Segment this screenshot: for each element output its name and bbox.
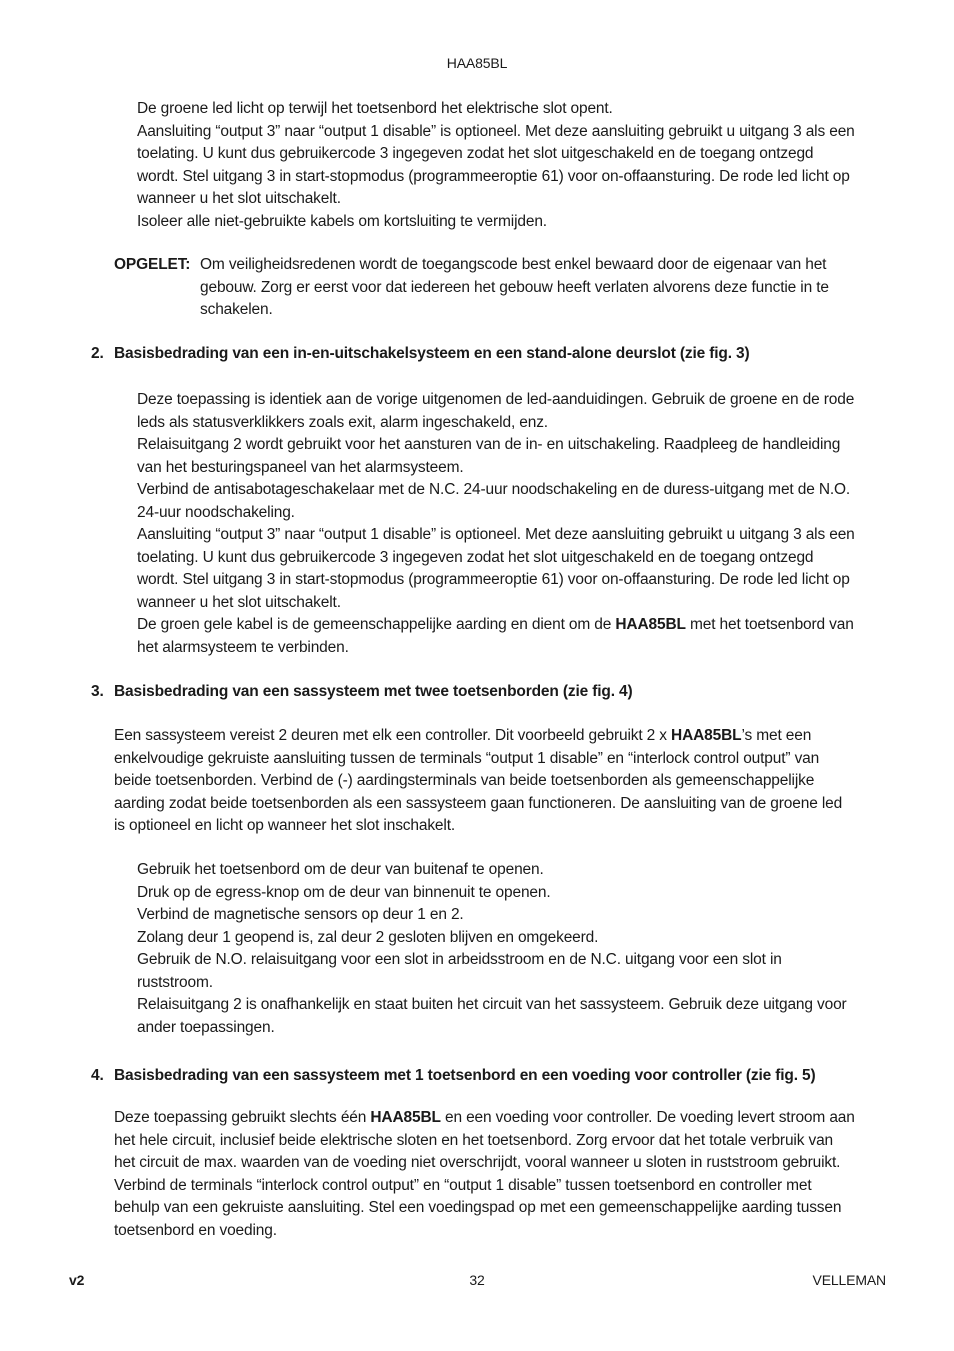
text-line: enkelvoudige gekruiste aansluiting tussen de terminals “output 1 disable” en “interlock control output” van bbox=[114, 749, 820, 767]
page-header: HAA85BL bbox=[446, 55, 508, 71]
text-line: Aansluiting “output 3” naar “output 1 disable” is optioneel. Met deze aansluiting gebruikt u uitgang 3 als een bbox=[137, 526, 855, 543]
text-line: De groene led licht op terwijl het toetsenbord het elektrische slot opent. bbox=[137, 100, 613, 117]
section-4-heading: 4. Basisbedrading van een sassysteem met 1 toetsenbord en een voeding voor controller (zie fig. 5) bbox=[91, 1067, 816, 1084]
text-line: gebouw. Zorg er eerst voor dat iedereen het gebouw heeft verlaten alvorens deze functie in te bbox=[200, 278, 829, 296]
text-line: Een sassysteem vereist 2 deuren met elk een controller. Dit voorbeeld gebruikt 2 x HAA85BL’s met een bbox=[114, 727, 812, 744]
text-line: Druk op de egress-knop om de deur van binnenuit te openen. bbox=[137, 883, 551, 901]
text-line: is optioneel en licht op wanneer het slot inschakelt. bbox=[114, 817, 456, 834]
section-4-body bbox=[114, 1107, 894, 1242]
text-line: De groen gele kabel is de gemeenschappelijke aarding en dient om de HAA85BL met het toetsenbord van bbox=[137, 616, 854, 633]
text-line: Gebruik de N.O. relaisuitgang voor een slot in arbeidsstroom en de N.C. uitgang voor een slot in bbox=[137, 951, 782, 968]
text-line: Om veiligheidsredenen wordt de toegangscode best enkel bewaard door de eigenaar van het bbox=[200, 256, 827, 273]
text-line: aarding zodat beide toetsenborden als een sassysteem gaan functioneren. De aansluiting van de groene led bbox=[114, 794, 843, 812]
warning-text bbox=[200, 254, 900, 322]
text-line: Deze toepassing gebruikt slechts één HAA85BL en een voeding voor controller. De voeding levert stroom aan bbox=[114, 1109, 855, 1126]
section-3-heading: 3. Basisbedrading van een sassysteem met twee toetsenborden (zie fig. 4) bbox=[91, 683, 633, 700]
text-line: Zolang deur 1 geopend is, zal deur 2 gesloten blijven en omgekeerd. bbox=[137, 928, 599, 946]
text-line: van het besturingspaneel van het alarmsysteem. bbox=[137, 458, 464, 476]
text-line: Verbind de magnetische sensors op deur 1 en 2. bbox=[137, 906, 464, 923]
text-line: Relaisuitgang 2 is onafhankelijk en staat buiten het circuit van het sassysteem. Gebruik deze uitgang voor bbox=[137, 996, 847, 1013]
text-line: wordt. Stel uitgang 3 in start-stopmodus (programmeeroptie 61) voor on-offaansturing. De rode led licht op bbox=[137, 167, 850, 185]
text-line: 24-uur noodschakeling. bbox=[137, 503, 295, 521]
text-line: Deze toepassing is identiek aan de vorige uitgenomen de led-aanduidingen. Gebruik de groene en de rode bbox=[137, 391, 855, 408]
product-code: HAA85BL bbox=[615, 616, 686, 633]
footer-version: v2 bbox=[69, 1272, 85, 1288]
section-3-steps bbox=[137, 859, 897, 1039]
text-line: het hele circuit, inclusief beide elektrische sloten en het toetsenbord. Zorg ervoor dat het totale verbruik van bbox=[114, 1131, 834, 1149]
text-line: toelating. U kunt dus gebruikercode 3 ingegeven zodat het slot uitgeschakeld en de toegang ontzegd bbox=[137, 548, 814, 566]
warning-label: OPGELET: bbox=[114, 256, 191, 273]
text-line: Isoleer alle niet-gebruikte kabels om kortsluiting te vermijden. bbox=[137, 212, 547, 230]
text-line: het alarmsysteem te verbinden. bbox=[137, 638, 349, 656]
text-line: Verbind de terminals “interlock control output” en “output 1 disable” tussen toetsenbord en controller met bbox=[114, 1176, 812, 1194]
product-code: HAA85BL bbox=[370, 1109, 441, 1126]
text-line: wordt. Stel uitgang 3 in start-stopmodus (programmeeroptie 61) voor on-offaansturing. De rode led licht op bbox=[137, 571, 850, 588]
text-line: behulp van een gekruiste aansluiting. Stel een voedingspad op met een gemeenschappelijke aarding tussen bbox=[114, 1199, 842, 1216]
section-3-intro bbox=[114, 725, 894, 838]
text-line: Verbind de antisabotageschakelaar met de N.C. 24-uur noodschakeling en de duress-uitgang met de N.O. bbox=[137, 481, 851, 498]
text-line: toelating. U kunt dus gebruikercode 3 ingegeven zodat het slot uitgeschakeld en de toegang ontzegd bbox=[137, 145, 814, 162]
section-2-heading: 2. Basisbedrading van een in-en-uitschakelsysteem en een stand-alone deurslot (zie fig. 3) bbox=[91, 345, 750, 362]
text-line: leds als statusverklikkers zoals exit, alarm ingeschakeld, enz. bbox=[137, 413, 548, 431]
product-code: HAA85BL bbox=[671, 727, 742, 744]
text-line: Relaisuitgang 2 wordt gebruikt voor het aansturen van de in- en uitschakeling. Raadpleeg de handleiding bbox=[137, 436, 841, 453]
footer-page-number: 32 bbox=[469, 1272, 485, 1288]
text-line: ruststroom. bbox=[137, 973, 213, 991]
text-line: ander toepassingen. bbox=[137, 1018, 275, 1036]
footer-brand: VELLEMAN bbox=[812, 1272, 886, 1288]
text-line: toetsenbord en voeding. bbox=[114, 1221, 277, 1239]
intro-paragraph bbox=[137, 98, 897, 233]
text-line: Gebruik het toetsenbord om de deur van buitenaf te openen. bbox=[137, 861, 544, 878]
section-2-body bbox=[137, 389, 897, 659]
text-line: wanneer u het slot uitschakelt. bbox=[137, 593, 341, 611]
text-line: schakelen. bbox=[200, 301, 273, 318]
text-line: het circuit de max. waarden van de voeding niet overschrijdt, vooral wanneer u sloten in ruststroom gebruikt. bbox=[114, 1154, 841, 1171]
text-line: wanneer u het slot uitschakelt. bbox=[137, 190, 341, 207]
text-line: beide toetsenborden. Verbind de (-) aardingsterminals van beide toetsenborden als gemeenschappelijke bbox=[114, 772, 815, 789]
text-line: Aansluiting “output 3” naar “output 1 disable” is optioneel. Met deze aansluiting gebruikt u uitgang 3 als een bbox=[137, 122, 855, 140]
